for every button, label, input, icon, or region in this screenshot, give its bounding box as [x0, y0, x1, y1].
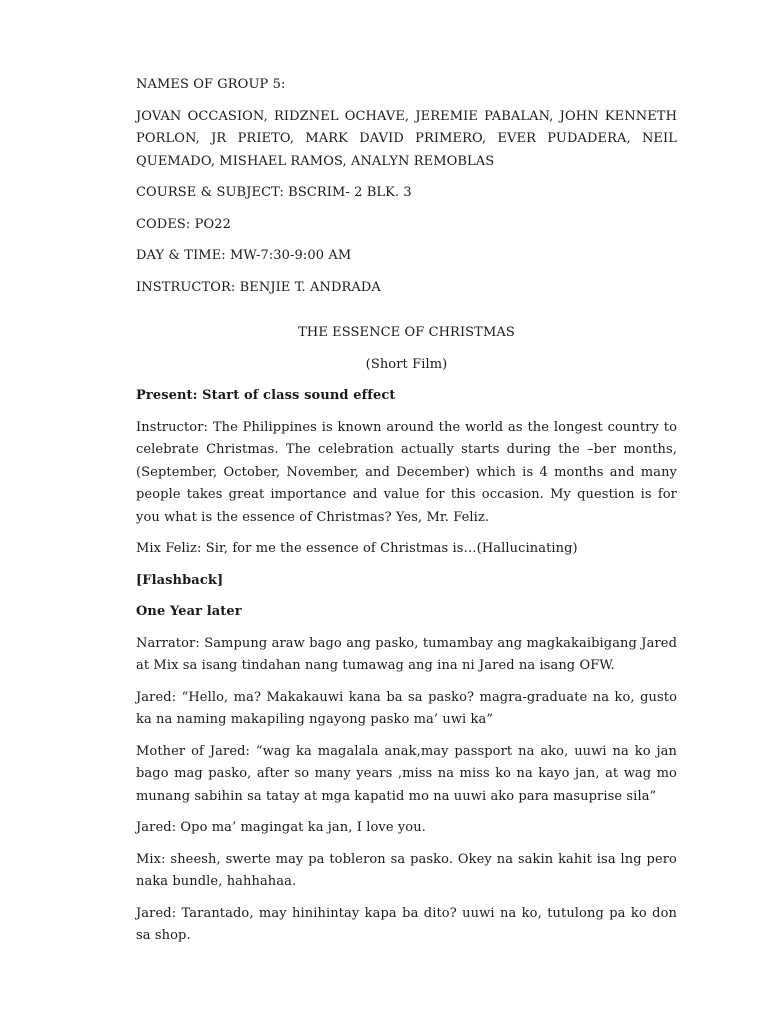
scene-flashback: [Flashback]	[136, 572, 224, 588]
jared-dialogue-1: Jared: “Hello, ma? Makakauwi kana ba sa pasko? magra-graduate na ko, gusto ka na naming makapiling ngayong pasko ma’ uwi ka”	[136, 689, 677, 727]
group-label: NAMES OF GROUP 5:	[136, 77, 286, 92]
narrator-dialogue: Narrator: Sampung araw bago ang pasko, tumambay ang magkakaibigang Jared at Mix sa isang tindahan nang tumawag ang ina ni Jared na isang OFW.	[136, 635, 677, 673]
document-subtitle: (Short Film)	[365, 356, 448, 372]
course-subject: COURSE & SUBJECT: BSCRIM- 2 BLK. 3	[136, 185, 412, 200]
codes: CODES: PO22	[136, 216, 231, 232]
document-title: THE ESSENCE OF CHRISTMAS	[298, 325, 515, 340]
mix-feliz-dialogue: Mix Feliz: Sir, for me the essence of Christmas is…(Hallucinating)	[136, 541, 578, 556]
scene-one-year-later: One Year later	[136, 604, 242, 619]
document-page	[136, 74, 677, 957]
day-time: DAY & TIME: MW-7:30-9:00 AM	[136, 248, 352, 263]
scene-present: Present: Start of class sound effect	[136, 388, 396, 403]
jared-dialogue-2: Jared: Opo ma’ magingat ka jan, I love you.	[136, 820, 426, 835]
instructor-name: INSTRUCTOR: BENJIE T. ANDRADA	[136, 279, 381, 295]
group-members: JOVAN OCCASION, RIDZNEL OCHAVE, JEREMIE PABALAN, JOHN KENNETH PORLON, JR PRIETO, MARK DAVID PRIMERO, EVER PUDADERA, NEIL QUEMADO, MISHAEL RAMOS, ANALYN REMOBLAS	[136, 108, 677, 169]
mother-dialogue: Mother of Jared: “wag ka magalala anak,may passport na ako, uuwi na ko jan bago mag pasko, after so many years ,miss na miss ko na kayo jan, at wag mo munang sabihin sa tatay at mga kapatid mo na uuwi ako para masuprise sila”	[136, 743, 677, 804]
mix-dialogue: Mix: sheesh, swerte may pa tobleron sa pasko. Okey na sakin kahit isa lng pero naka bundle, hahhahaa.	[136, 851, 677, 889]
jared-dialogue-3: Jared: Tarantado, may hinihintay kapa ba dito? uuwi na ko, tutulong pa ko don sa shop.	[136, 905, 677, 943]
instructor-dialogue: Instructor: The Philippines is known around the world as the longest country to celebrate Christmas. The celebration actually starts during the –ber months, (September, October, November, and December) which is 4 months and many people takes great importance and value for this occasion. My question is for you what is the essence of Christmas? Yes, Mr. Feliz.	[136, 419, 677, 525]
